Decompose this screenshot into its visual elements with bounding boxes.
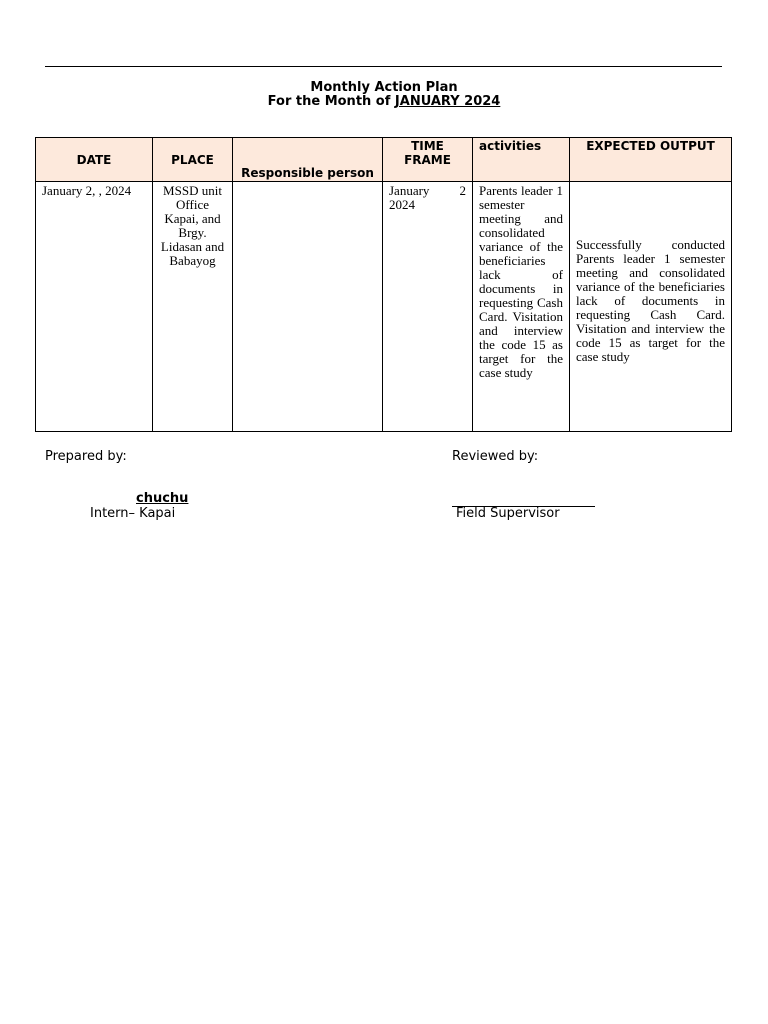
cell-expected-output: Successfully conducted Parents leader 1 semester meeting and consolidated variance of the beneficiaries lack of documents in requesting Cash Card. Visitation and interview the code 15 as target for the case study bbox=[570, 182, 732, 432]
document-title: Monthly Action Plan bbox=[310, 80, 458, 95]
cell-activities: Parents leader 1 semester meeting and consolidated variance of the beneficiaries lack of documents in requesting Cash Card. Visitation and interview the code 15 as target for the case study bbox=[473, 182, 570, 432]
cell-place: MSSD unit Office Kapai, and Brgy. Lidasan and Babayog bbox=[153, 182, 233, 432]
top-divider bbox=[45, 66, 722, 67]
subtitle-prefix: For the Month of bbox=[267, 94, 395, 109]
header-time-frame: TIME FRAME bbox=[383, 138, 473, 182]
table-row bbox=[36, 182, 732, 432]
cell-responsible-person bbox=[233, 182, 383, 432]
table-header-row bbox=[36, 138, 732, 182]
document-subtitle bbox=[0, 94, 768, 109]
cell-time-frame: January 2 2024 bbox=[383, 182, 473, 432]
header-date: DATE bbox=[36, 138, 153, 182]
header-activities: activities bbox=[473, 138, 570, 182]
reviewer-role: Field Supervisor bbox=[456, 506, 560, 521]
header-place: PLACE bbox=[153, 138, 233, 182]
header-responsible-person: Responsible person bbox=[233, 138, 383, 182]
subtitle-month: JANUARY 2024 bbox=[394, 94, 501, 109]
reviewed-by-label: Reviewed by: bbox=[452, 449, 539, 464]
header-expected-output: EXPECTED OUTPUT bbox=[570, 138, 732, 182]
prepared-by-label: Prepared by: bbox=[45, 449, 127, 464]
preparer-role: Intern– Kapai bbox=[90, 506, 176, 521]
preparer-name: chuchu bbox=[136, 491, 189, 506]
cell-date: January 2, , 2024 bbox=[36, 182, 153, 432]
action-plan-table bbox=[35, 137, 732, 432]
